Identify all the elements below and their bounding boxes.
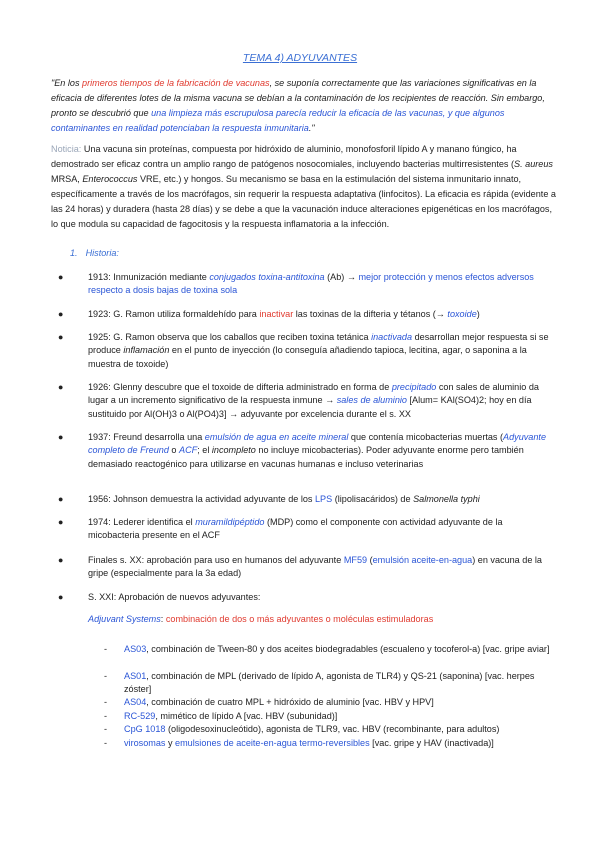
bullet-icon: ● [58, 592, 64, 602]
history-item [52, 516, 552, 543]
item-term: emulsión de agua en aceite mineral [204, 432, 349, 442]
item-text: (MDP) como el componente con actividad adyuvante de la micobacteria presente en el ACF [88, 517, 503, 541]
item-text: ( [367, 555, 373, 565]
history-item [52, 591, 552, 604]
item-text: (Ab) → [324, 272, 359, 282]
item-text: desarrollan mejor respuesta si se produce [88, 332, 549, 356]
item-text: ; el [197, 445, 212, 456]
item-term: Adyuvante completo de Freund [88, 432, 547, 456]
bullet-icon: ● [58, 432, 64, 442]
bullet-icon: ● [58, 332, 64, 342]
item-text: ) [476, 309, 480, 319]
bullet-icon: ● [58, 555, 64, 565]
item-text: 1956: Johnson demuestra la actividad adyuvante de los [88, 494, 315, 504]
bullet-icon: ● [58, 382, 64, 392]
quote-text: , se suponía correctamente que las variaciones significativas en la eficacia de diferentes lotes de la misma vacuna se debían a la contaminación de los recipientes de reacción. Sin embargo, pronto se descubrió que [51, 78, 545, 118]
quote-highlight-blue: una limpieza más escrupulosa parecía reducir la eficacia de las vacunas, y que algunos contaminantes en realidad potenciaban la respuesta inmunitaria [51, 108, 505, 133]
adjuvant-name: AS01 [124, 671, 147, 681]
item-text: 1937: Freund desarrolla una [88, 432, 205, 442]
item-text: 1974: Lederer identifica el [88, 517, 196, 527]
adjuvant-item [104, 723, 556, 736]
item-text: 1925: G. Ramon observa que los caballos que reciben toxina tetánica [88, 332, 372, 342]
adjuvant-systems-desc: combinación de dos o más adyuvantes o moléculas estimuladoras [165, 614, 434, 624]
notice-paragraph [51, 142, 556, 232]
notice-text: Una vacuna sin proteínas, compuesta por hidróxido de aluminio, monofosforil lípido A y manano fúngico, ha demostrado ser eficaz contra un amplio rango de patógenos nosocomiales, incluyendo bacterias multirresistentes ( [51, 144, 517, 169]
dash-icon: - [104, 738, 108, 748]
item-text: ) en vacuna de la gripe (especialmente para la 3a edad) [88, 555, 542, 579]
history-item [52, 308, 552, 321]
item-term: toxoide [447, 309, 477, 319]
item-text: no incluye micobacterias). Poder adyuvante enorme pero también demasiado reactogénico para utilizarse en vacunas humanas e incluso veterinarias [88, 445, 524, 469]
dash-icon: - [104, 724, 108, 734]
item-text: o [168, 445, 180, 456]
adjuvant-name: AS04 [124, 697, 147, 707]
item-text: S. XXI: Aprobación de nuevos adyuvantes: [88, 592, 261, 602]
item-highlight: inactivar [259, 309, 294, 319]
notice-species: Enterococcus [82, 174, 138, 184]
history-item [52, 381, 552, 421]
item-term: precipitado [391, 382, 437, 392]
bullet-icon: ● [58, 309, 64, 319]
adjuvant-name: CpG 1018 [124, 724, 166, 734]
bullet-icon: ● [58, 494, 64, 504]
history-item [52, 271, 552, 298]
dash-icon: - [104, 644, 108, 654]
adjuvant-systems-heading [88, 613, 433, 626]
dash-icon: - [104, 711, 108, 721]
adjuvant-desc: y [165, 738, 176, 748]
adjuvant-item [104, 643, 556, 656]
item-text: las toxinas de la difteria y tétanos (→ [293, 309, 448, 319]
item-term: inactivada [371, 332, 413, 342]
adjuvant-desc: , combinación de Tween-80 y dos aceites biodegradables (escualeno y tocoferol-a) [vac. gripe aviar] [146, 644, 550, 654]
notice-species: S. aureus [514, 159, 553, 169]
item-text: con sales de aluminio da lugar a un incremento significativo de la respuesta inmune → [88, 382, 539, 406]
history-item [52, 331, 552, 371]
item-term: sales de aluminio [336, 395, 407, 406]
item-highlight: LPS [315, 494, 333, 504]
adjuvant-systems-label: Adjuvant Systems [88, 614, 161, 624]
history-item [52, 493, 552, 506]
item-term: conjugados toxina-antitoxina [209, 272, 325, 282]
adjuvant-item [104, 710, 556, 723]
section-heading [70, 247, 119, 260]
bullet-icon: ● [58, 272, 64, 282]
notice-text: VRE, etc.) y hongos. Su mecanismo se basa en la estimulación del sistema inmunitario innato, específicamente a través de los macrófagos, sin requerir la respuesta adaptativa (linfocitos). La eficacia es rápida (evidente a las 24 horas) y duradera (hasta 28 días) y se debe a que la vacunación induce alteraciones epigenéticas en los macrófagos, lo que modula su capacidad de fagocitosis y la respuesta inflamatoria a la infección. [51, 174, 556, 229]
item-text: [Alum= KAl(SO4)2; hoy en día sustituido por Al(OH)3 o Al(PO4)3] → adyuvante por excelencia durante el s. XX [88, 395, 532, 419]
dash-icon: - [104, 697, 108, 707]
adjuvant-item [104, 696, 556, 709]
item-text: 1913: Inmunización mediante [88, 272, 210, 282]
section-number: 1. [70, 248, 78, 258]
history-item [52, 431, 552, 471]
item-text: 1923: G. Ramon utiliza formaldehído para [88, 309, 260, 319]
intro-quote [51, 76, 556, 136]
item-highlight: emulsión aceite-en-agua [372, 555, 473, 565]
separator: : [160, 614, 166, 624]
adjuvant-name: AS03 [124, 644, 147, 654]
item-term: ACF [179, 445, 198, 456]
item-text: Finales s. XX: aprobación para uso en humanos del adyuvante [88, 555, 344, 565]
adjuvant-name: virosomas [124, 738, 166, 748]
adjuvant-name: emulsiones de aceite-en-agua termo-reversibles [175, 738, 370, 748]
adjuvant-name: RC-529 [124, 711, 156, 721]
history-item [52, 554, 552, 581]
adjuvant-desc: (oligodesoxinucleótido), agonista de TLR9, vac. HBV (recombinante, para adultos) [165, 724, 500, 734]
adjuvant-desc: , combinación de cuatro MPL + hidróxido de aluminio [vac. HBV y HPV] [146, 697, 434, 707]
adjuvant-item [104, 670, 556, 695]
item-term: incompleto [211, 445, 256, 456]
bullet-icon: ● [58, 517, 64, 527]
notice-label: Noticia: [51, 144, 82, 154]
adjuvant-desc: [vac. gripe y HAV (inactivada)] [369, 738, 494, 748]
page-title: TEMA 4) ADYUVANTES [242, 52, 358, 64]
section-label: Historia: [85, 248, 119, 258]
adjuvant-item [104, 737, 556, 750]
item-term: muramildipéptido [195, 517, 265, 527]
item-text: (lipolisacáridos) de [332, 494, 414, 504]
quote-text: ." [308, 123, 315, 133]
item-highlight: mejor protección y menos efectos adversos respecto a dosis bajas de toxina sola [88, 272, 534, 296]
item-text: que contenía micobacterias muertas ( [348, 432, 504, 442]
item-text: 1926: Glenny descubre que el toxoide de difteria administrado en forma de [88, 382, 392, 392]
item-highlight: MF59 [343, 555, 368, 565]
item-term: inflamación [123, 345, 170, 356]
notice-text: MRSA, [51, 174, 83, 184]
adjuvant-desc: , mimético de lípido A [vac. HBV (subunidad)] [155, 711, 338, 721]
quote-highlight-red: primeros tiempos de la fabricación de vacunas [82, 78, 270, 88]
adjuvant-desc: , combinación de MPL (derivado de lípido A, agonista de TLR4) y QS-21 (saponina) [vac. herpes zóster] [124, 671, 535, 694]
item-term: Salmonella typhi [413, 494, 480, 504]
quote-text: "En los [51, 78, 83, 88]
item-text: en el punto de inyección (lo conseguía añadiendo tapioca, lecitina, agar, o saponina a la muestra de toxoide) [88, 345, 527, 369]
dash-icon: - [104, 671, 108, 681]
